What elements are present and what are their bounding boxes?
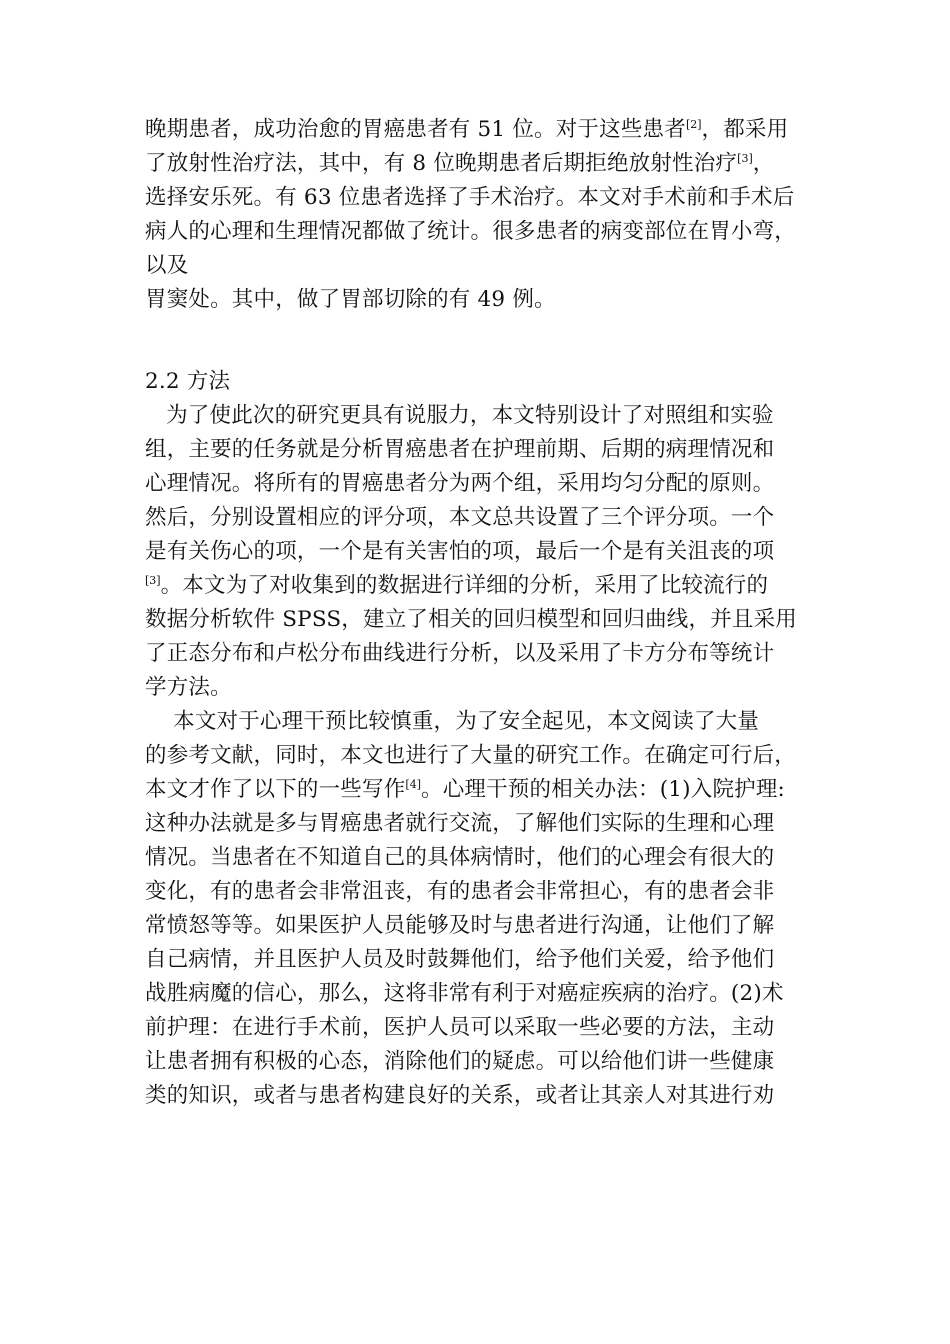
text-line: 情况。当患者在不知道自己的具体病情时，他们的心理会有很大的 <box>145 845 775 870</box>
section2 <box>145 365 825 1113</box>
text-line <box>145 569 825 603</box>
text-line: 自己病情，并且医护人员及时鼓舞他们，给予他们关爱，给予他们 <box>145 947 775 972</box>
paragraph-spacer <box>145 317 825 351</box>
section1-text <box>145 113 825 317</box>
text-line: 胃窦处。其中，做了胃部切除的有 49 例。 <box>145 287 556 312</box>
text-line: 是有关伤心的项，一个是有关害怕的项，最后一个是有关沮丧的项 <box>145 539 775 564</box>
text-run: 。本文为了对收集到的数据进行详细的分析，采用了比较流行的 <box>160 573 769 598</box>
text-line: 心理情况。将所有的胃癌患者分为两个组，采用均匀分配的原则。 <box>145 471 775 496</box>
text-run: 本文才作了以下的一些写作 <box>145 777 406 802</box>
citation-ref: [3] <box>737 152 753 165</box>
text-line: 然后，分别设置相应的评分项，本文总共设置了三个评分项。一个 <box>145 505 775 530</box>
text-line: 选择安乐死。有 63 位患者选择了手术治疗。本文对手术前和手术后 <box>145 185 795 210</box>
text-line: 组，主要的任务就是分析胃癌患者在护理前期、后期的病理情况和 <box>145 437 775 462</box>
text-line: 数据分析软件 SPSS，建立了相关的回归模型和回归曲线，并且采用 <box>145 607 798 632</box>
text-line: 以及 <box>145 253 189 278</box>
text-line <box>145 147 825 181</box>
text-line: 为了使此次的研究更具有说服力，本文特别设计了对照组和实验 <box>145 403 774 428</box>
text-line: 常愤怒等等。如果医护人员能够及时与患者进行沟通，让他们了解 <box>145 913 775 938</box>
text-line: 类的知识，或者与患者构建良好的关系，或者让其亲人对其进行劝 <box>145 1083 775 1108</box>
text-line: 战胜病魔的信心，那么，这将非常有利于对癌症疾病的治疗。(2)术 <box>145 981 784 1006</box>
document-body <box>145 113 825 1113</box>
paragraph-method-design <box>145 399 825 705</box>
section-heading: 2.2 方法 <box>145 369 231 394</box>
text-line: 这种办法就是多与胃癌患者就行交流，了解他们实际的生理和心理 <box>145 811 775 836</box>
text-line: 病人的心理和生理情况都做了统计。很多患者的病变部位在胃小弯， <box>145 219 797 244</box>
text-run: 了放射性治疗法，其中，有 8 位晚期患者后期拒绝放射性治疗 <box>145 151 738 176</box>
text-run: ，都采用 <box>701 117 789 142</box>
text-line: 本文对于心理干预比较慎重，为了安全起见，本文阅读了大量 <box>145 709 760 734</box>
text-line: 学方法。 <box>145 675 232 700</box>
text-run: 晚期患者，成功治愈的胃癌患者有 51 位。对于这些患者 <box>145 117 686 142</box>
text-line <box>145 773 825 807</box>
text-run: ， <box>752 151 775 176</box>
text-run: 。心理干预的相关办法：(1)入院护理: <box>421 777 786 802</box>
text-line: 变化，有的患者会非常沮丧，有的患者会非常担心，有的患者会非 <box>145 879 775 904</box>
text-line: 了正态分布和卢松分布曲线进行分析，以及采用了卡方分布等统计 <box>145 641 775 666</box>
text-line: 的参考文献，同时，本文也进行了大量的研究工作。在确定可行后， <box>145 743 797 768</box>
citation-ref: [2] <box>685 118 702 131</box>
citation-ref: [4] <box>405 778 421 791</box>
text-line: 让患者拥有积极的心态，消除他们的疑虑。可以给他们讲一些健康 <box>145 1049 775 1074</box>
citation-ref: [3] <box>145 574 161 587</box>
paragraph-intervention <box>145 705 825 1113</box>
text-line: 前护理：在进行手术前，医护人员可以采取一些必要的方法，主动 <box>145 1015 775 1040</box>
text-line <box>145 113 825 147</box>
